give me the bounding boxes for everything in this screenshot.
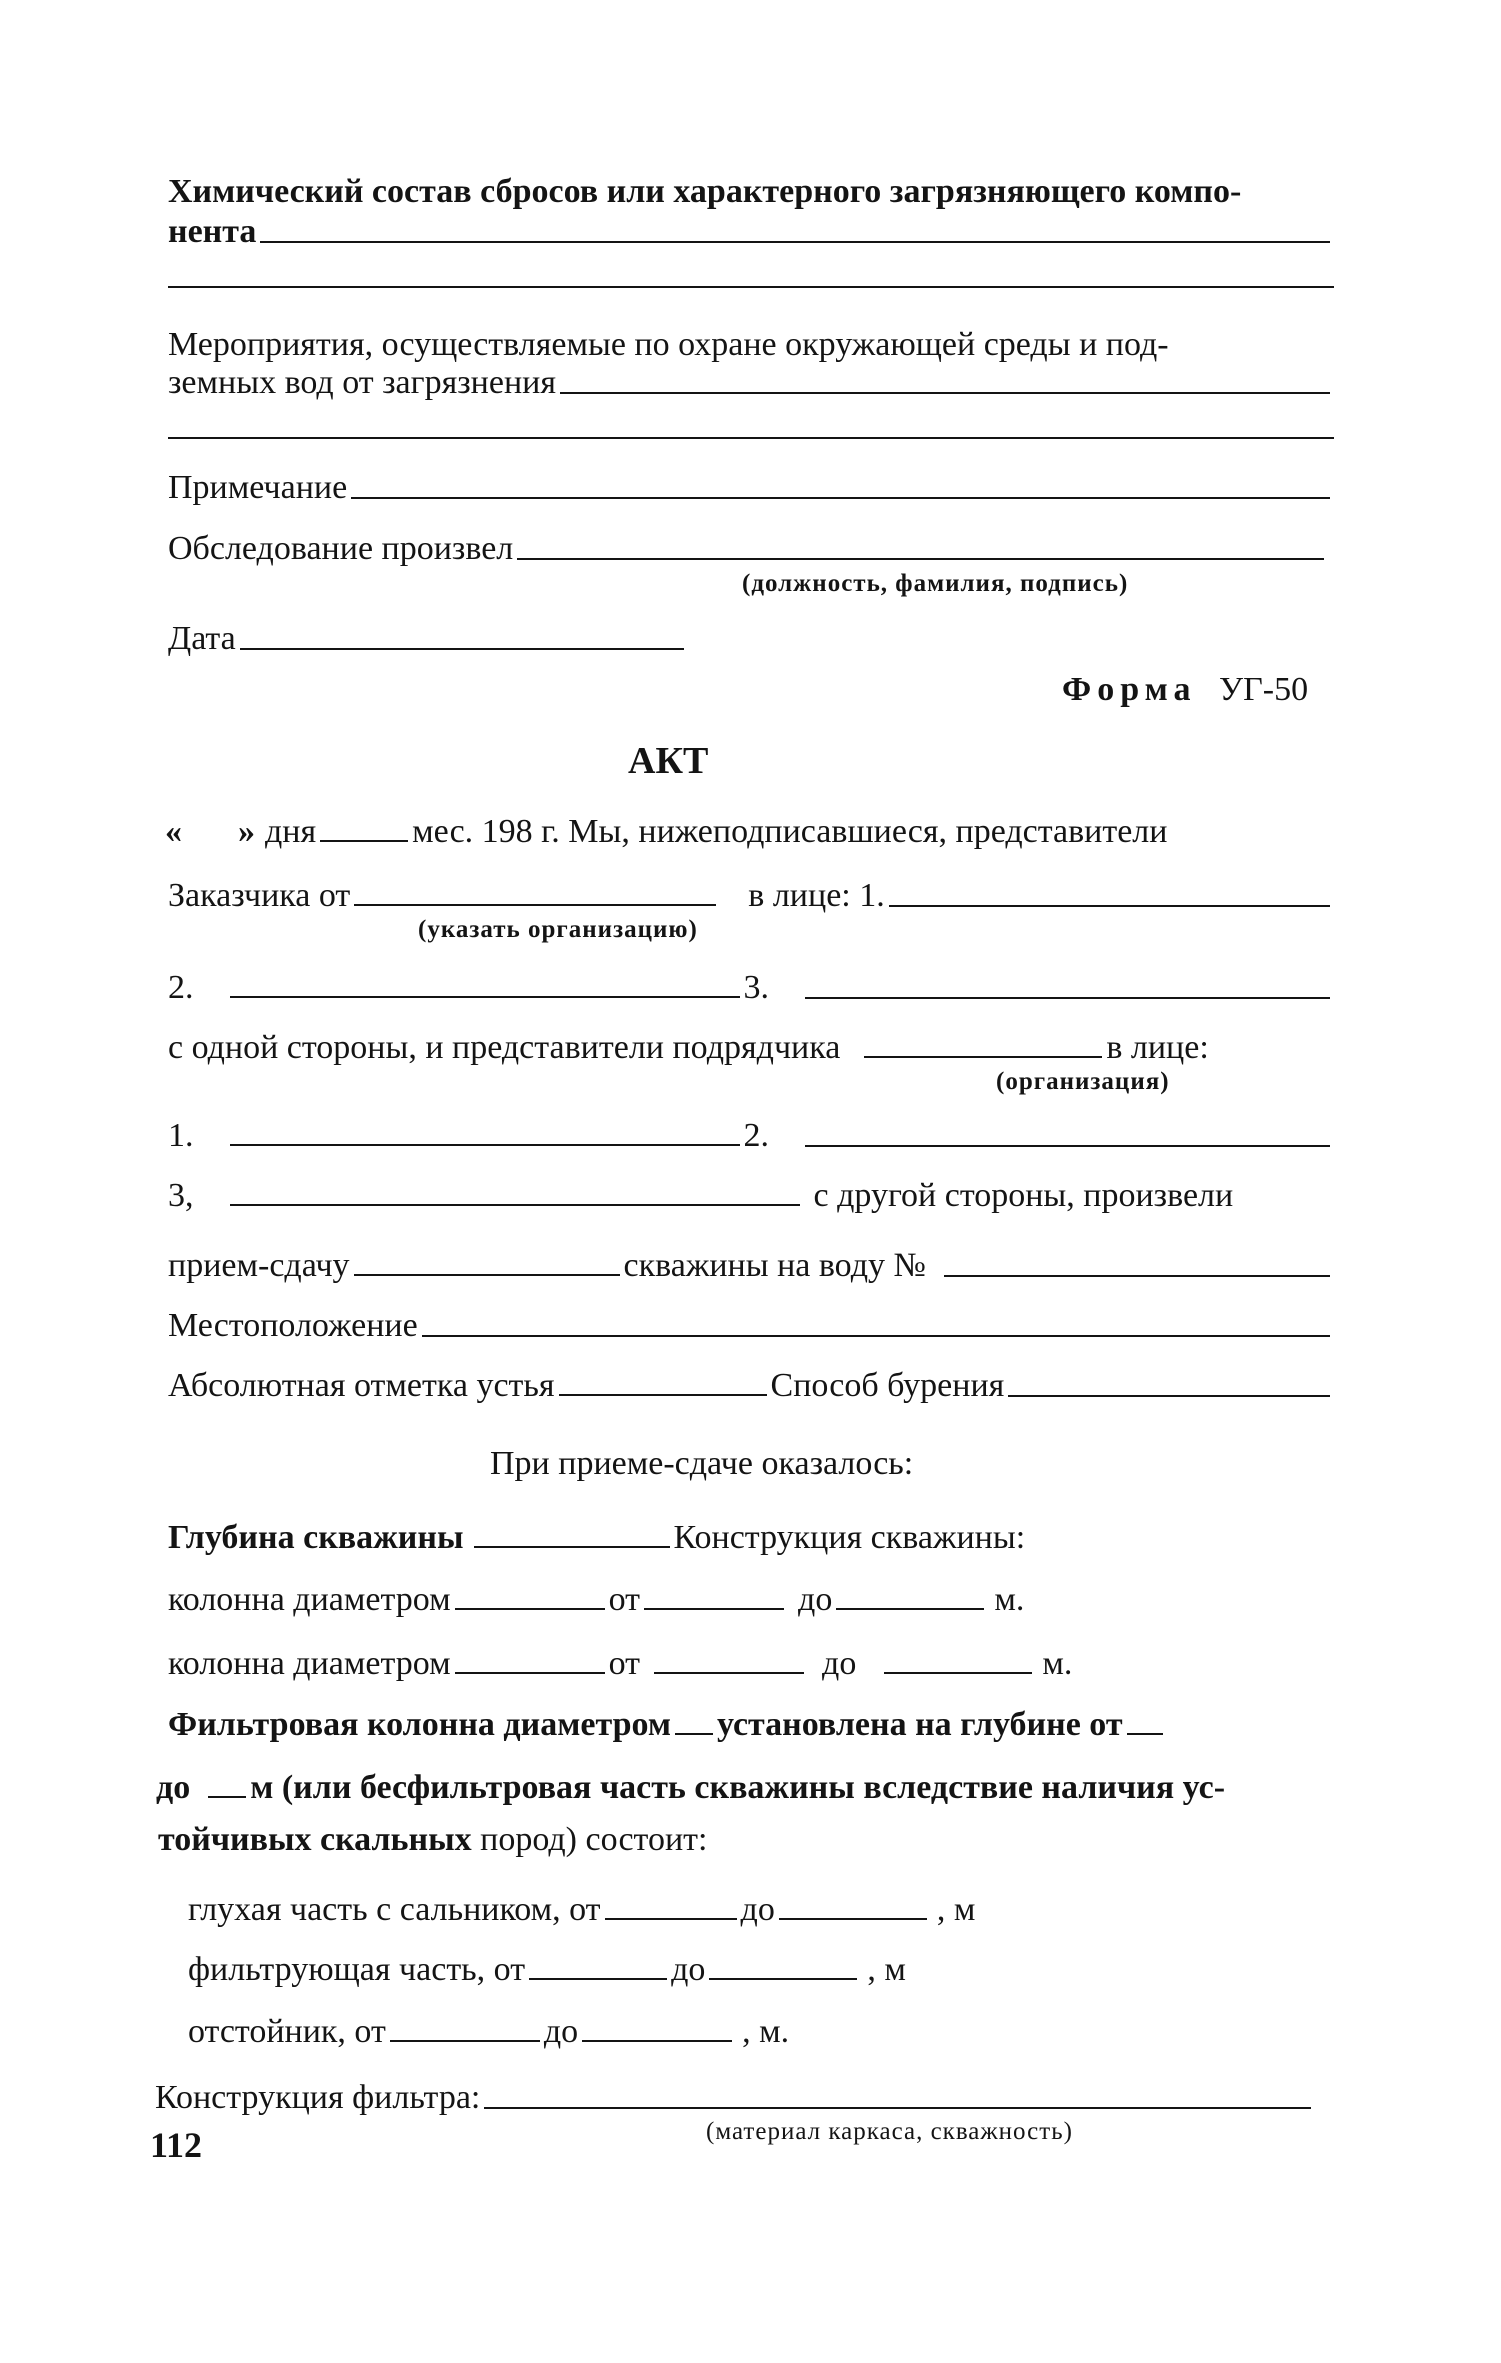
form-label: [1062, 670, 1308, 709]
n3b-label: 3,: [168, 1177, 194, 1214]
chem-label-text-1: Химический состав сбросов или характерного загрязняющего компо-: [168, 173, 1242, 210]
customer-row: [168, 876, 1334, 915]
form-word: Форма: [1062, 671, 1197, 708]
customer-in-person: в лице: 1.: [748, 877, 885, 914]
blind-from-fill[interactable]: [605, 1917, 737, 1920]
n1-label: 1.: [168, 1117, 194, 1154]
filter-construction-fill[interactable]: [484, 2106, 1311, 2109]
column2-diameter-fill[interactable]: [455, 1671, 605, 1674]
chem-label-line-1: [168, 172, 1334, 211]
filter-to-fill[interactable]: [208, 1795, 246, 1798]
filter-line3-bold: тойчивых скальных: [158, 1821, 472, 1858]
n2b-label: 2.: [743, 1117, 769, 1154]
open-quote: «: [165, 813, 182, 850]
well-number-fill[interactable]: [944, 1274, 1330, 1277]
acceptance-row: [168, 1246, 1334, 1285]
measures-extra-line[interactable]: [168, 437, 1334, 439]
contractor-caption: (организация): [996, 1068, 1170, 1095]
measures-line-1: [168, 325, 1334, 364]
blind-to: до: [740, 1891, 775, 1928]
measures-fill-line[interactable]: [560, 391, 1330, 394]
sump-label: отстойник, от: [188, 2013, 386, 2050]
column1-label: колонна диаметром: [168, 1581, 451, 1618]
depth-row: [168, 1518, 1334, 1557]
column2-to-fill[interactable]: [884, 1671, 1032, 1674]
day-label: дня: [265, 813, 317, 850]
month-text: мес. 198 г. Мы, нижеподписавшиеся, представители: [412, 813, 1168, 850]
contractor-row: [168, 1028, 1334, 1067]
filter-line2-text: м (или бесфильтровая часть скважины вследствие наличия ус-: [250, 1769, 1226, 1806]
altitude-fill[interactable]: [559, 1393, 767, 1396]
row-3: [168, 1176, 1334, 1215]
construction-label: Конструкция скважины:: [673, 1519, 1026, 1556]
altitude-row: [168, 1366, 1334, 1405]
n2-fill[interactable]: [230, 995, 740, 998]
column1-diameter-fill[interactable]: [455, 1607, 605, 1610]
date-row: [168, 619, 688, 658]
n3b-fill[interactable]: [230, 1203, 800, 1206]
column2-to: до: [822, 1645, 857, 1682]
page-number: 112: [150, 2125, 203, 2165]
chem-label-line-2: [168, 212, 1334, 251]
acceptance-text: скважины на воду №: [623, 1247, 926, 1284]
measures-line-2: [168, 363, 1334, 402]
row-1-2: [168, 1116, 1334, 1155]
filter-part-unit: , м: [867, 1951, 906, 1988]
survey-fill-line[interactable]: [517, 557, 1324, 560]
column2-label: колонна диаметром: [168, 1645, 451, 1682]
filter-construction-label: Конструкция фильтра:: [155, 2079, 481, 2116]
n1-fill[interactable]: [230, 1143, 740, 1146]
sump-unit: , м.: [742, 2013, 790, 2050]
location-row: [168, 1306, 1334, 1345]
chem-label-text-2: нента: [168, 213, 257, 250]
sump-from-fill[interactable]: [390, 2039, 540, 2042]
column1-to: до: [798, 1581, 833, 1618]
note-row: [168, 468, 1334, 507]
filter-from-fill[interactable]: [1127, 1732, 1163, 1735]
customer-label: Заказчика от: [168, 877, 351, 914]
filter-construction-caption: (материал каркаса, скважность): [706, 2118, 1073, 2145]
survey-caption: (должность, фамилия, подпись): [742, 570, 1129, 597]
sump-row: [188, 2012, 1354, 2051]
column1-to-fill[interactable]: [836, 1607, 984, 1610]
drilling-method-fill[interactable]: [1008, 1394, 1330, 1397]
note-fill-line[interactable]: [351, 496, 1330, 499]
sump-to-fill[interactable]: [582, 2039, 732, 2042]
found-heading: При приеме-сдаче оказалось:: [490, 1445, 914, 1482]
n2-label: 2.: [168, 969, 194, 1006]
n3-label: 3.: [743, 969, 769, 1006]
n2b-fill[interactable]: [805, 1144, 1330, 1147]
drilling-method-label: Способ бурения: [770, 1367, 1005, 1404]
note-label: Примечание: [168, 469, 348, 506]
n3-fill[interactable]: [805, 996, 1330, 999]
other-side-text: с другой стороны, произвели: [813, 1177, 1234, 1214]
filter-line3: [158, 1820, 1324, 1859]
filter-column-label: Фильтровая колонна диаметром: [168, 1706, 672, 1743]
filter-installed-text: установлена на глубине от: [717, 1706, 1123, 1743]
filter-diameter-fill[interactable]: [675, 1732, 713, 1735]
form-code: УГ-50: [1219, 671, 1309, 708]
column1-unit: м.: [994, 1581, 1025, 1618]
blind-part-label: глухая часть с сальником, от: [188, 1891, 601, 1928]
altitude-label: Абсолютная отметка устья: [168, 1367, 555, 1404]
location-fill[interactable]: [422, 1334, 1330, 1337]
filter-construction-row: [155, 2078, 1315, 2117]
filter-part-to: до: [671, 1951, 706, 1988]
location-label: Местоположение: [168, 1307, 418, 1344]
filter-line2: [156, 1768, 1322, 1807]
measures-text-2: земных вод от загрязнения: [168, 364, 556, 401]
filter-part-from-fill[interactable]: [529, 1977, 667, 1980]
customer-caption: (указать организацию): [418, 916, 698, 943]
survey-row: [168, 529, 1328, 568]
chem-fill-line[interactable]: [260, 240, 1330, 243]
day-fill[interactable]: [320, 839, 408, 842]
column2-row: [168, 1644, 1334, 1683]
close-quote: »: [238, 813, 255, 850]
column2-from: от: [608, 1645, 641, 1682]
row-2-3: [168, 968, 1334, 1007]
date-label: Дата: [168, 620, 236, 657]
column2-from-fill[interactable]: [654, 1671, 804, 1674]
filter-part-label: фильтрующая часть, от: [188, 1951, 526, 1988]
customer-org-fill[interactable]: [354, 903, 716, 906]
column1-from: от: [608, 1581, 641, 1618]
day-row: [165, 812, 1331, 851]
filter-column-row: [168, 1705, 1334, 1744]
contractor-text: с одной стороны, и представители подрядчика: [168, 1029, 841, 1066]
depth-label: Глубина скважины: [168, 1519, 464, 1556]
blind-to-fill[interactable]: [779, 1917, 927, 1920]
customer-person1-fill[interactable]: [889, 904, 1330, 907]
blind-part-row: [188, 1890, 1354, 1929]
column1-from-fill[interactable]: [644, 1607, 784, 1610]
column2-unit: м.: [1042, 1645, 1073, 1682]
contractor-org-fill[interactable]: [864, 1055, 1102, 1058]
blind-unit: , м: [936, 1891, 976, 1928]
sump-to: до: [543, 2013, 579, 2050]
filter-line3-rest: пород) состоит:: [480, 1821, 708, 1858]
measures-text-1: Мероприятия, осуществляемые по охране окружающей среды и под-: [168, 326, 1169, 363]
chem-extra-line[interactable]: [168, 286, 1334, 288]
filter-to: до: [156, 1769, 191, 1806]
date-fill-line[interactable]: [240, 647, 684, 650]
filter-part-row: [188, 1950, 1354, 1989]
column1-row: [168, 1580, 1334, 1619]
filter-part-to-fill[interactable]: [709, 1977, 857, 1980]
depth-fill[interactable]: [474, 1545, 670, 1548]
acceptance-label: прием-сдачу: [168, 1247, 350, 1284]
survey-label: Обследование произвел: [168, 530, 514, 567]
contractor-in-person: в лице:: [1106, 1029, 1209, 1066]
act-title: АКТ: [628, 740, 709, 782]
acceptance-fill[interactable]: [354, 1273, 620, 1276]
